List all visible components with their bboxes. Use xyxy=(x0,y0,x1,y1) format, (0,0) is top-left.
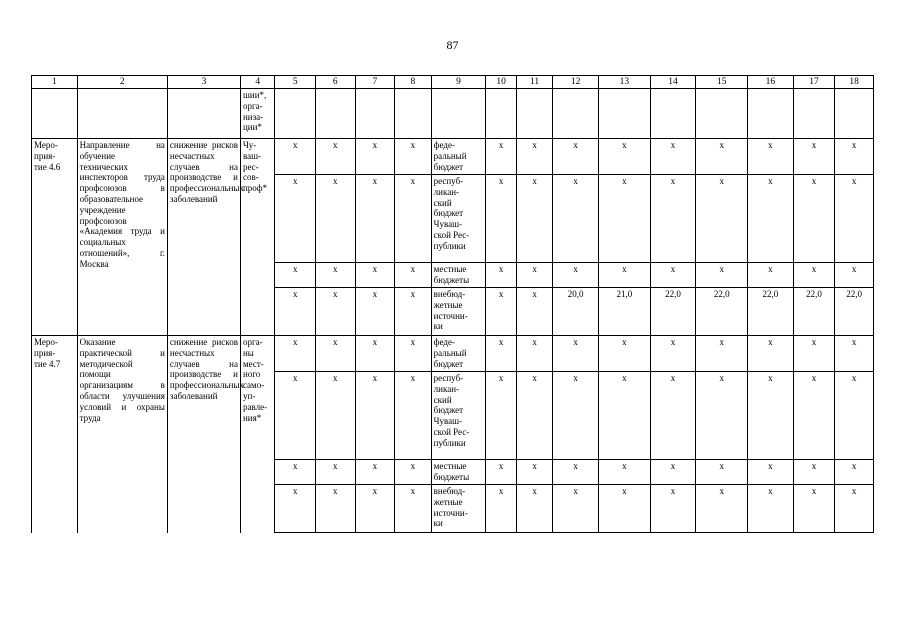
value-cell: х xyxy=(275,263,316,288)
value-cell: х xyxy=(748,485,794,533)
value-cell: х xyxy=(599,485,651,533)
value-cell: х xyxy=(835,372,874,460)
value-cell: 22,0 xyxy=(835,288,874,336)
funding-source: местные бюджеты xyxy=(431,263,486,288)
cell xyxy=(553,89,599,139)
value-cell: х xyxy=(316,139,356,175)
value-cell: х xyxy=(355,336,395,372)
value-cell: х xyxy=(395,485,432,533)
value-cell: х xyxy=(835,460,874,485)
col-header: 3 xyxy=(167,76,240,89)
measure-goal: снижение рисков несчастных случаев на производстве и профессиональных заболеваний xyxy=(167,336,240,533)
value-cell: х xyxy=(553,263,599,288)
cell xyxy=(748,89,794,139)
value-cell: х xyxy=(793,263,835,288)
col-header: 12 xyxy=(553,76,599,89)
col-header: 9 xyxy=(431,76,486,89)
value-cell: 20,0 xyxy=(553,288,599,336)
value-cell: х xyxy=(355,372,395,460)
value-cell: х xyxy=(395,139,432,175)
value-cell: х xyxy=(696,139,748,175)
value-cell: х xyxy=(835,336,874,372)
value-cell: х xyxy=(748,372,794,460)
value-cell: х xyxy=(516,485,553,533)
value-cell: х xyxy=(486,263,516,288)
value-cell: х xyxy=(650,372,696,460)
value-cell: х xyxy=(650,336,696,372)
col-header: 1 xyxy=(32,76,78,89)
value-cell: х xyxy=(516,372,553,460)
funding-source: феде- ральный бюджет xyxy=(431,336,486,372)
value-cell: х xyxy=(748,336,794,372)
program-measures-table xyxy=(31,75,874,533)
cell xyxy=(275,89,316,139)
measure-executor: Чу- ваш- рес- сов- проф* xyxy=(240,139,274,336)
col-header: 10 xyxy=(486,76,516,89)
page-number: 87 xyxy=(446,38,459,52)
value-cell: х xyxy=(650,175,696,263)
value-cell: х xyxy=(553,372,599,460)
value-cell: х xyxy=(793,175,835,263)
value-cell: х xyxy=(696,263,748,288)
value-cell: х xyxy=(275,336,316,372)
value-cell: х xyxy=(486,485,516,533)
value-cell: х xyxy=(650,485,696,533)
value-cell: х xyxy=(275,139,316,175)
cell xyxy=(431,89,486,139)
cell xyxy=(355,89,395,139)
value-cell: х xyxy=(599,460,651,485)
cell xyxy=(395,89,432,139)
value-cell: 22,0 xyxy=(650,288,696,336)
cell xyxy=(32,89,78,139)
value-cell: х xyxy=(486,336,516,372)
value-cell: х xyxy=(696,372,748,460)
value-cell: х xyxy=(835,175,874,263)
value-cell: х xyxy=(599,372,651,460)
value-cell: х xyxy=(316,460,356,485)
value-cell: х xyxy=(835,485,874,533)
value-cell: х xyxy=(395,263,432,288)
cell xyxy=(835,89,874,139)
value-cell: х xyxy=(696,460,748,485)
value-cell: х xyxy=(486,372,516,460)
measure-id: Меро- прия- тие 4.6 xyxy=(32,139,78,336)
col-header: 13 xyxy=(599,76,651,89)
value-cell: х xyxy=(316,372,356,460)
value-cell: х xyxy=(395,175,432,263)
measure-executor: орга- ны мест- ного само- уп- равле- ния* xyxy=(240,336,274,533)
value-cell: х xyxy=(696,175,748,263)
col-header: 18 xyxy=(835,76,874,89)
col-header: 6 xyxy=(316,76,356,89)
value-cell: х xyxy=(793,460,835,485)
value-cell: х xyxy=(650,460,696,485)
cell xyxy=(599,89,651,139)
value-cell: х xyxy=(835,263,874,288)
value-cell: х xyxy=(355,263,395,288)
value-cell: х xyxy=(748,263,794,288)
value-cell: х xyxy=(650,139,696,175)
value-cell: 21,0 xyxy=(599,288,651,336)
value-cell: х xyxy=(650,263,696,288)
value-cell: х xyxy=(599,336,651,372)
measure-description: Оказание практической и методической помощи организациям в области улучшения условий и охраны труда xyxy=(77,336,167,533)
value-cell: х xyxy=(316,485,356,533)
value-cell: х xyxy=(696,485,748,533)
measure-goal: снижение рисков несчастных случаев на производстве и профессиональных заболеваний xyxy=(167,139,240,336)
value-cell: х xyxy=(599,139,651,175)
value-cell: х xyxy=(316,263,356,288)
value-cell: х xyxy=(355,460,395,485)
col-header: 14 xyxy=(650,76,696,89)
value-cell: 22,0 xyxy=(696,288,748,336)
funding-source: респуб- ликан- ский бюджет Чуваш- ской Рес- публики xyxy=(431,175,486,263)
value-cell: х xyxy=(553,460,599,485)
value-cell: х xyxy=(793,372,835,460)
value-cell: х xyxy=(355,288,395,336)
value-cell: х xyxy=(275,372,316,460)
value-cell: х xyxy=(599,263,651,288)
value-cell: х xyxy=(275,175,316,263)
column-numbers-row xyxy=(32,76,874,89)
col-header: 8 xyxy=(395,76,432,89)
value-cell: х xyxy=(599,175,651,263)
cell xyxy=(516,89,553,139)
value-cell: х xyxy=(553,485,599,533)
value-cell: х xyxy=(516,139,553,175)
funding-source: внебюд- жетные источни- ки xyxy=(431,288,486,336)
col-header: 5 xyxy=(275,76,316,89)
continuation-row xyxy=(32,89,874,139)
funding-source: феде- ральный бюджет xyxy=(431,139,486,175)
executor-continuation: шии*, орга- низа- ции* xyxy=(240,89,274,139)
value-cell: х xyxy=(486,139,516,175)
cell xyxy=(696,89,748,139)
col-header: 7 xyxy=(355,76,395,89)
cell xyxy=(650,89,696,139)
measure-row xyxy=(32,139,874,175)
value-cell: х xyxy=(395,372,432,460)
value-cell: х xyxy=(516,175,553,263)
cell xyxy=(793,89,835,139)
funding-source: внебюд- жетные источни- ки xyxy=(431,485,486,533)
measure-id: Меро- прия- тие 4.7 xyxy=(32,336,78,533)
cell xyxy=(77,89,167,139)
value-cell: х xyxy=(516,263,553,288)
value-cell: х xyxy=(748,175,794,263)
funding-source: местные бюджеты xyxy=(431,460,486,485)
value-cell: х xyxy=(835,139,874,175)
cell xyxy=(167,89,240,139)
value-cell: х xyxy=(275,288,316,336)
funding-source: респуб- ликан- ский бюджет Чуваш- ской Рес- публики xyxy=(431,372,486,460)
value-cell: х xyxy=(553,336,599,372)
value-cell: х xyxy=(553,139,599,175)
cell xyxy=(486,89,516,139)
value-cell: х xyxy=(316,175,356,263)
value-cell: х xyxy=(748,460,794,485)
value-cell: х xyxy=(355,139,395,175)
value-cell: х xyxy=(748,139,794,175)
value-cell: х xyxy=(516,460,553,485)
value-cell: х xyxy=(696,336,748,372)
value-cell: х xyxy=(355,175,395,263)
value-cell: 22,0 xyxy=(748,288,794,336)
col-header: 4 xyxy=(240,76,274,89)
col-header: 2 xyxy=(77,76,167,89)
value-cell: х xyxy=(316,288,356,336)
value-cell: х xyxy=(553,175,599,263)
col-header: 16 xyxy=(748,76,794,89)
value-cell: х xyxy=(275,460,316,485)
value-cell: х xyxy=(395,336,432,372)
value-cell: х xyxy=(793,485,835,533)
value-cell: х xyxy=(355,485,395,533)
value-cell: х xyxy=(395,460,432,485)
cell xyxy=(316,89,356,139)
value-cell: х xyxy=(486,288,516,336)
value-cell: х xyxy=(275,485,316,533)
value-cell: х xyxy=(486,460,516,485)
col-header: 15 xyxy=(696,76,748,89)
value-cell: 22,0 xyxy=(793,288,835,336)
measure-row xyxy=(32,336,874,372)
value-cell: х xyxy=(516,336,553,372)
value-cell: х xyxy=(486,175,516,263)
value-cell: х xyxy=(516,288,553,336)
value-cell: х xyxy=(395,288,432,336)
value-cell: х xyxy=(793,336,835,372)
col-header: 17 xyxy=(793,76,835,89)
value-cell: х xyxy=(793,139,835,175)
value-cell: х xyxy=(316,336,356,372)
measure-description: Направление на обучение технических инспекторов труда профсоюзов в образовательное учреждение профсоюзов «Академия труда и социальных отношений», г. Москва xyxy=(77,139,167,336)
col-header: 11 xyxy=(516,76,553,89)
